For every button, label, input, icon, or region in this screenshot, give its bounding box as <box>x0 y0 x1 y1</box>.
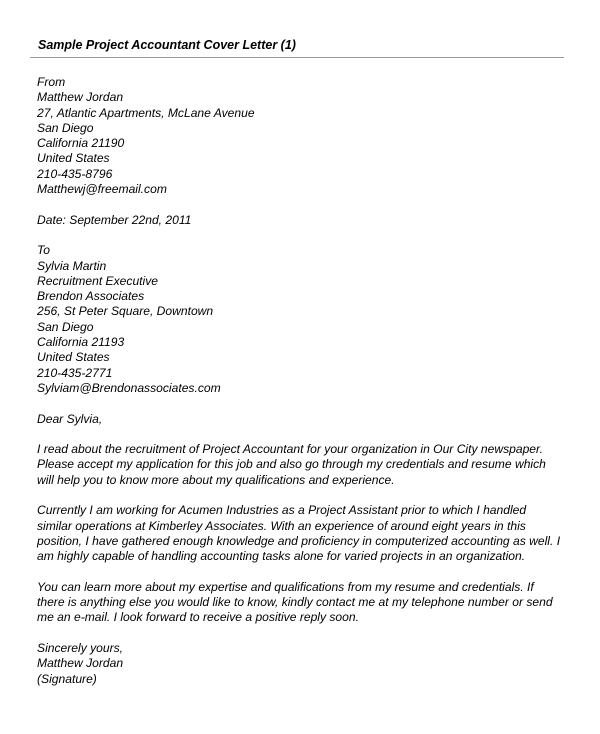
salutation: Dear Sylvia, <box>37 411 103 426</box>
paragraph-intro: I read about the recruitment of Project Accountant for your organization in Our City newspaper. Please accept my application for this job and also go through my credentials and resume which will help you to know more about my qualifications and experience. <box>37 442 546 487</box>
recipient-country: United States <box>37 350 110 365</box>
title-divider <box>30 57 564 58</box>
letter-body <box>37 75 567 702</box>
recipient-state-zip: California 21193 <box>37 335 125 350</box>
closing-block <box>37 641 567 687</box>
sender-block <box>37 75 567 197</box>
signature-placeholder: (Signature) <box>37 671 97 686</box>
recipient-name: Sylvia Martin <box>37 258 107 273</box>
sender-city: San Diego <box>37 120 94 135</box>
sender-label: From <box>37 75 66 89</box>
sender-email: Matthewj@freemail.com <box>37 182 167 197</box>
recipient-block <box>37 243 567 396</box>
date-block <box>37 213 567 228</box>
sender-state-zip: California 21190 <box>37 136 125 151</box>
recipient-role: Recruitment Executive <box>37 273 158 288</box>
valediction: Sincerely yours, <box>37 640 124 655</box>
paragraph-experience: Currently I am working for Acumen Industries as a Project Assistant prior to which I handled similar operations at Kimberley Associates. With an experience of around eight years in this position, I have gathered enough knowledge and proficiency in computerized accounting as well. I am highly capable of handling accounting tasks alone for varied projects in an organization. <box>37 503 561 564</box>
sender-country: United States <box>37 151 110 166</box>
sender-address: 27, Atlantic Apartments, McLane Avenue <box>37 105 255 120</box>
salutation-block <box>37 412 567 427</box>
recipient-company: Brendon Associates <box>37 289 145 304</box>
document-title: Sample Project Accountant Cover Letter (1) <box>38 38 296 52</box>
recipient-label: To <box>37 243 51 258</box>
paragraph-contact: You can learn more about my expertise and qualifications from my resume and credentials. If there is anything else you would like to know, kindly contact me at my telephone number or send me an e-mail. I look forward to receive a positive reply soon. <box>37 579 553 625</box>
closing-name: Matthew Jordan <box>37 656 124 671</box>
recipient-address: 256, St Peter Square, Downtown <box>37 304 214 319</box>
sender-name: Matthew Jordan <box>37 90 124 105</box>
recipient-city: San Diego <box>37 319 94 334</box>
sender-phone: 210-435-8796 <box>37 166 113 181</box>
letter-date: Date: September 22nd, 2011 <box>37 212 192 227</box>
recipient-email: Sylviam@Brendonassociates.com <box>37 380 221 395</box>
recipient-phone: 210-435-2771 <box>37 365 113 380</box>
